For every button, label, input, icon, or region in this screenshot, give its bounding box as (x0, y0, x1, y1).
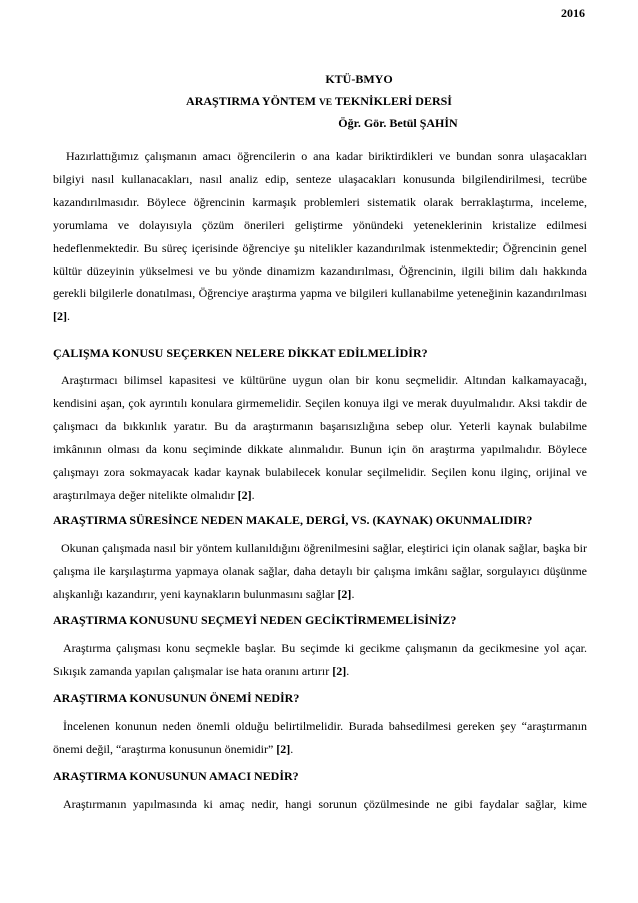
section-heading-topic-importance: ARAŞTIRMA KONUSUNUN ÖNEMİ NEDİR? (53, 691, 300, 705)
section-paragraph-delay-topic (53, 637, 587, 683)
section-text: Araştırmanın yapılmasında ki amaç nedir, hangi sorunun çözülmesinde ne gibi faydalar sağlar, kime (63, 797, 587, 811)
section-end: . (351, 586, 355, 601)
instructor-name: Öğr. Gör. Betül ŞAHİN (338, 116, 458, 130)
section-end: . (346, 663, 350, 678)
intro-end: . (67, 309, 70, 324)
section-text: Araştırmacı bilimsel kapasitesi ve kültürüne uygun olan bir konu seçmelidir. Altından kalkamayacağı, kendisini aşan, çok ayrıntılı konulara girmemelidir. Seçilen konuya ilgi ve merak duyulmalıdır. Aksi takdir de çalışmacı da bıkkınlık yaratır. Bu da araştırmanın başarısızlığına sebep olur. Yeterli kaynak bulabilme imkânının olması da konu seçiminde dikkate alınmalıdır. Bunun için ön araştırma yapılmalıdır. Böylece çalışmayı zora sokmayacak kadar kaynak bulabilecek konular seçilmelidir. Seçilen konu ilginç, orijinal ve araştırılmaya değer nitelikte olmalıdır (53, 373, 587, 502)
section-end: . (251, 487, 255, 502)
intro-reference: [2] (53, 309, 67, 324)
section-text: İncelenen konunun neden önemli olduğu belirtilmelidir. Burada bahsedilmesi gereken şey “araştırmanın önemi değil, “araştırma konusunun önemidir” (53, 719, 587, 756)
section-reference: [2] (337, 586, 352, 601)
section-end: . (290, 741, 294, 756)
course-title (0, 90, 638, 112)
intro-text: Hazırlattığımız çalışmanın amacı öğrencilerin o ana kadar biriktirdikleri ve bundan sonra ulaşacakları bilgiyi nasıl kullanacakları, nasıl analiz edip, senteze ulaşacakları konusunda bilgilendirilmesi, tecrübe kazandırılmasıdır. Böylece öğrencinin karmaşık problemleri sistematik olarak berraklaştırma, inceleme, yorumlama ve dolayısıyla çözüm önerileri geliştirme yönündeki yeteneklerinin kristalize edilmesi hedeflenmektedir. Bu süreç içerisinde öğrenciye şu nitelikler kazandırılmak istenmektedir; Öğrencinin genel kültür düzeyinin yükselmesi ve bu yönde dinamizm kazandırılması, Öğrencinin, ilgili bilim dalı hakkında gerekli bilgilerle donatılması, Öğrenciye araştırma yapma ve bilgileri kullanabilme yeteneğinin kazandırılması (53, 149, 587, 301)
section-paragraph-reading-sources (53, 537, 587, 606)
section-heading-delay-topic: ARAŞTIRMA KONUSUNU SEÇMEYİ NEDEN GECİKTİRMEMELİSİNİZ? (53, 613, 457, 627)
section-heading-reading-sources: ARAŞTIRMA SÜRESİNCE NEDEN MAKALE, DERGİ, VS. (KAYNAK) OKUNMALIDIR? (53, 513, 533, 527)
section-heading-topic-purpose: ARAŞTIRMA KONUSUNUN AMACI NEDİR? (53, 769, 299, 783)
institution-title: KTÜ-BMYO (325, 72, 393, 86)
intro-paragraph (53, 145, 587, 328)
section-paragraph-topic-purpose (53, 793, 587, 816)
section-text: Araştırma çalışması konu seçmekle başlar. Bu seçimde ki gecikme çalışmanın da gecikmesine yol açar. Sıkışık zamanda yapılan çalışmalar ise hata oranını artırır (53, 641, 587, 678)
section-heading-topic-selection: ÇALIŞMA KONUSU SEÇERKEN NELERE DİKKAT EDİLMELİDİR? (53, 346, 428, 360)
section-text: Okunan çalışmada nasıl bir yöntem kullanıldığını öğrenilmesini sağlar, eleştirici için olanak sağlar, başka bir çalışma ile karşılaştırma yapmaya olanak sağlar, daha detaylı bir çalışma imkânı sağlar, sorgulayıcı düşünme alışkanlığı kazandırır, yeni kaynakların bulunmasını sağlar (53, 541, 587, 601)
section-paragraph-topic-selection (53, 369, 587, 506)
section-reference: [2] (332, 663, 347, 678)
section-reference: [2] (237, 487, 252, 502)
course-title-part-c: TEKNİKLERİ DERSİ (332, 94, 452, 108)
header-year: 2016 (561, 6, 585, 20)
course-title-part-a: ARAŞTIRMA YÖNTEM (186, 94, 319, 108)
section-paragraph-topic-importance (53, 715, 587, 761)
course-title-part-b: VE (318, 98, 333, 108)
document-title-block (0, 68, 638, 134)
section-reference: [2] (276, 741, 291, 756)
